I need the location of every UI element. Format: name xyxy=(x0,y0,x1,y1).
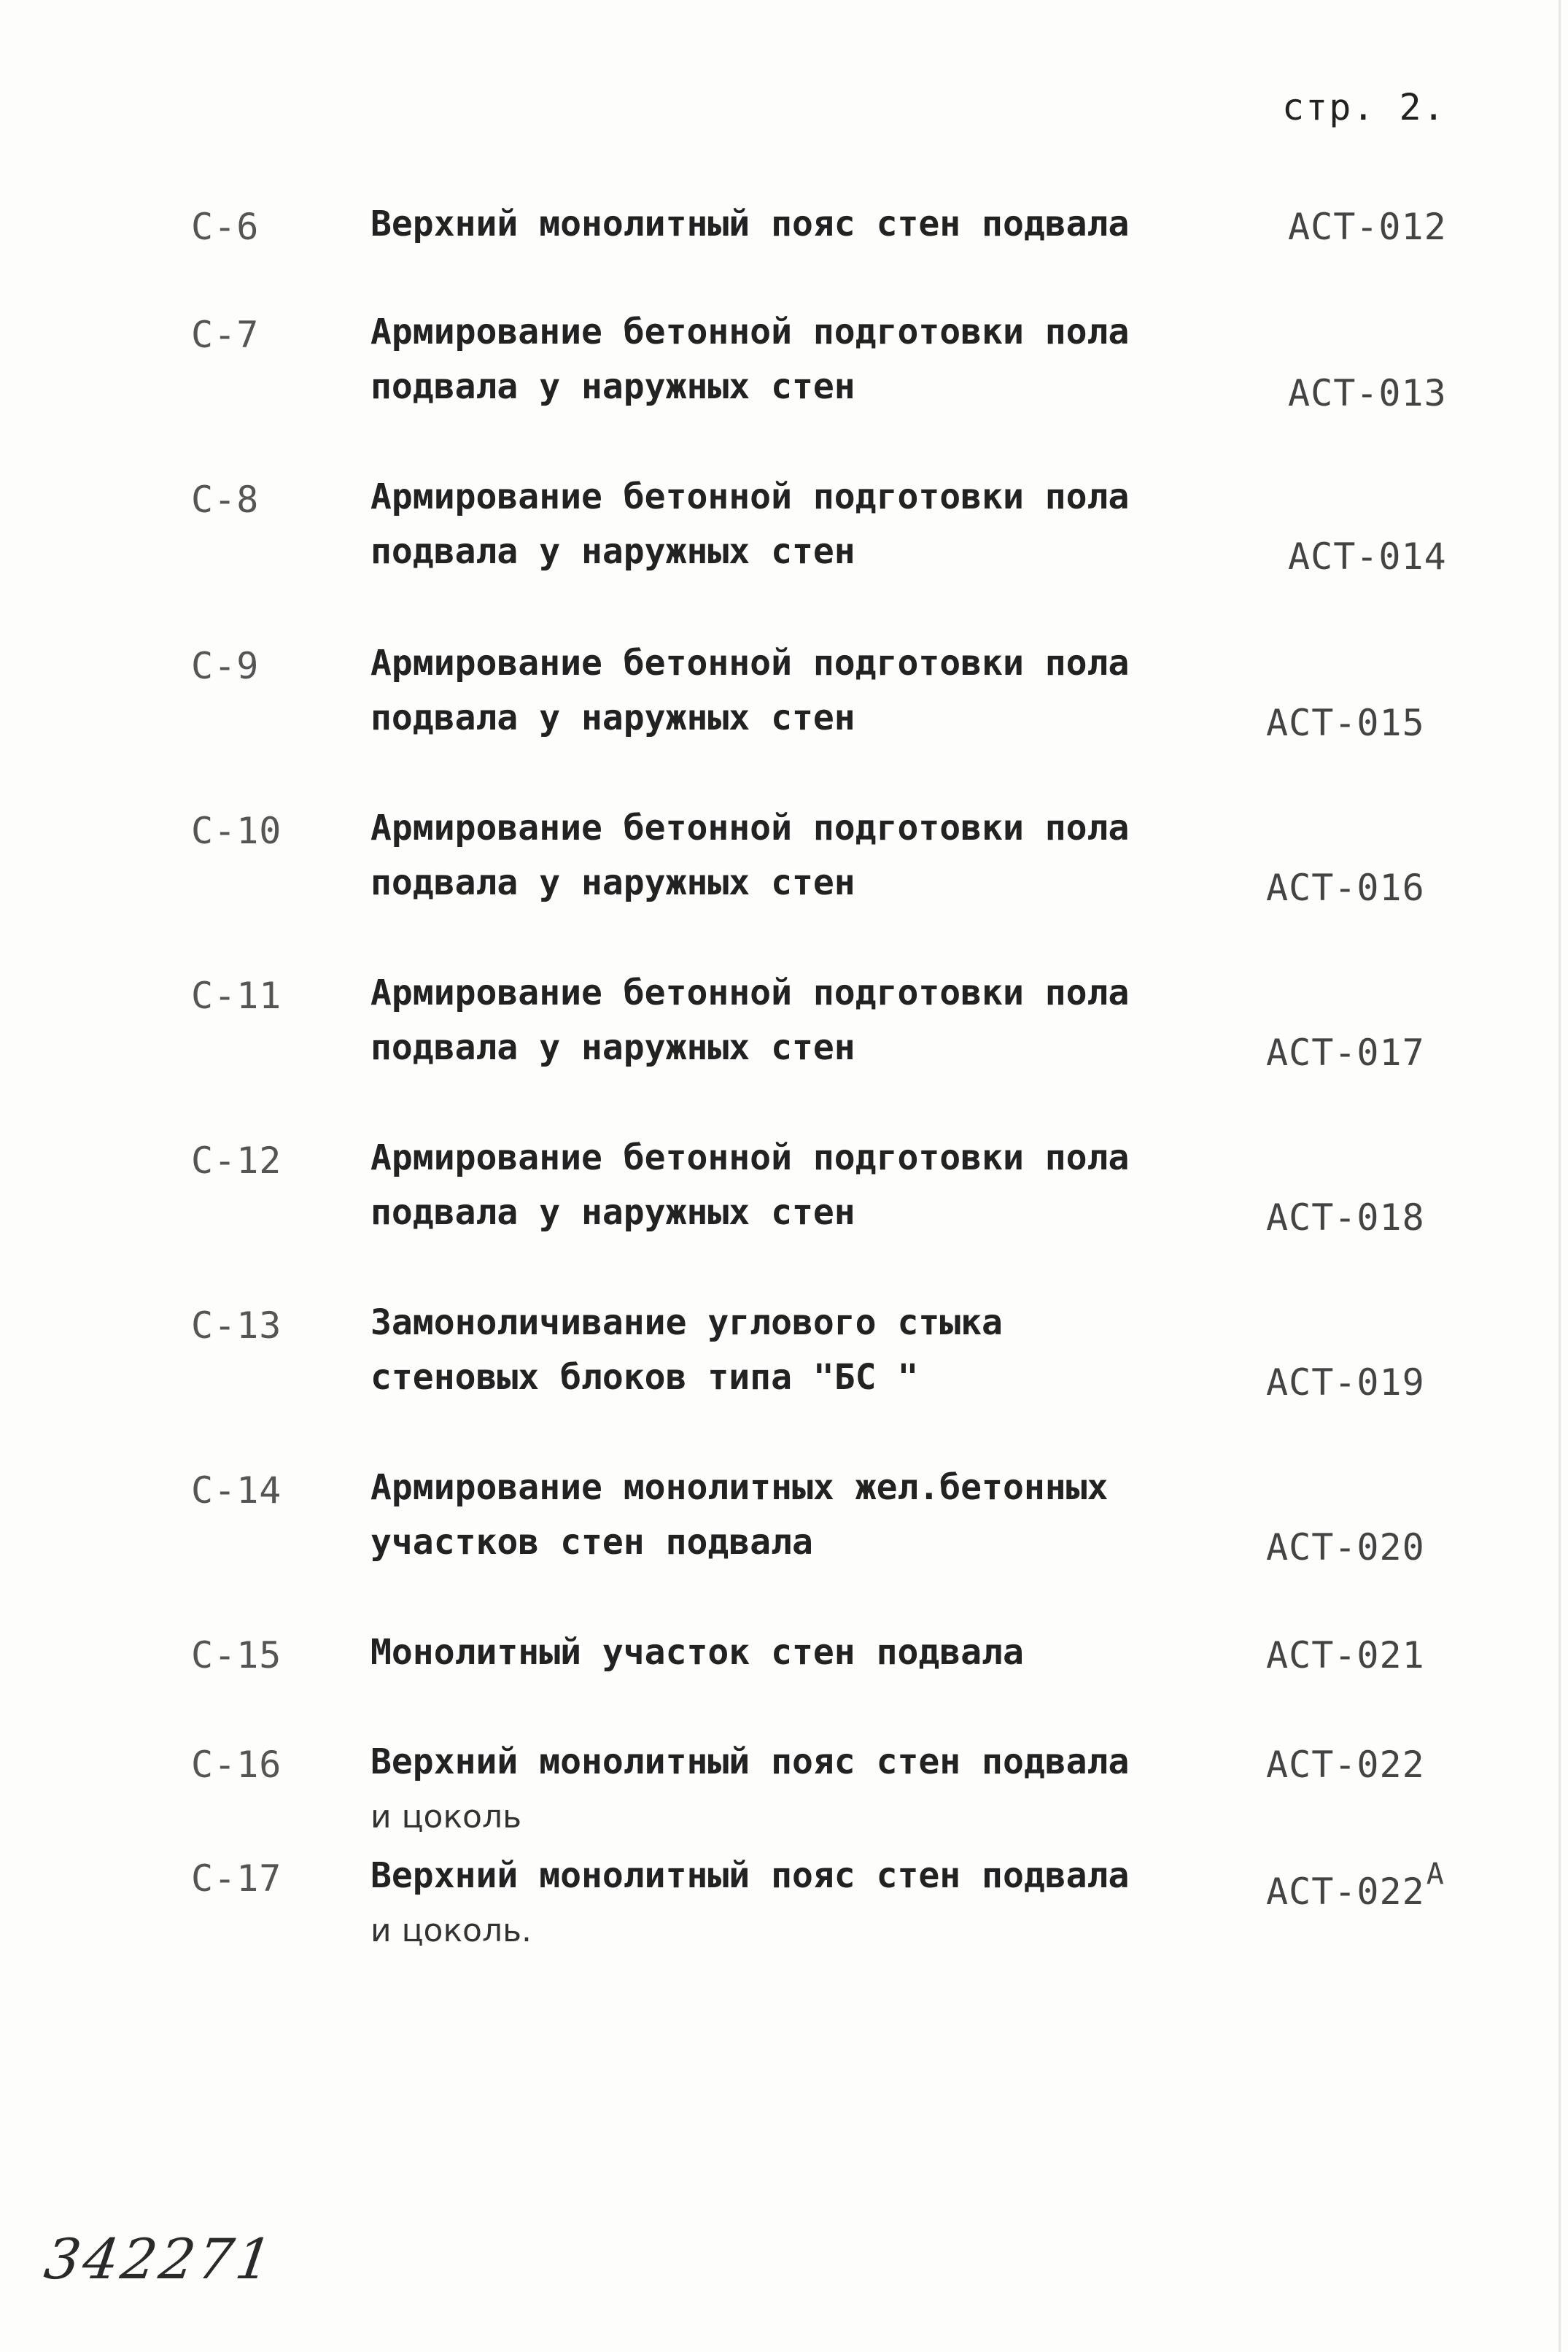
sheet-number-value: АСТ-022 xyxy=(1266,1871,1425,1913)
drawing-title xyxy=(370,470,1216,579)
revision-mark: А xyxy=(1426,1857,1445,1891)
drawing-title xyxy=(370,1735,1216,1844)
drawing-title xyxy=(370,1131,1216,1240)
sheet-number: АСТ-022 xyxy=(1266,1744,1425,1786)
sheet-number: АСТ-020 xyxy=(1266,1526,1425,1568)
drawing-code: С-15 xyxy=(191,1634,282,1676)
drawing-title xyxy=(370,1461,1216,1570)
drawing-code: С-8 xyxy=(191,479,260,521)
sheet-number: АСТ-021 xyxy=(1266,1634,1425,1676)
title-line: Армирование бетонной подготовки пола xyxy=(370,312,1130,352)
title-line: Монолитный участок стен подвала xyxy=(370,1632,1024,1673)
title-line: Замоноличивание углового стыка xyxy=(370,1302,1003,1343)
drawing-title xyxy=(370,1625,1216,1680)
drawing-code: С-16 xyxy=(191,1744,282,1786)
page-number: стр. 2. xyxy=(1282,86,1446,128)
title-line: Армирование монолитных жел.бетонных xyxy=(370,1467,1109,1508)
title-line: подвала у наружных стен xyxy=(370,697,855,738)
scan-edge-line xyxy=(1559,0,1561,2352)
title-line: Верхний монолитный пояс стен подвала xyxy=(370,1855,1130,1896)
drawing-title xyxy=(370,1296,1216,1405)
drawing-code: С-12 xyxy=(191,1140,282,1182)
drawing-code: С-9 xyxy=(191,645,260,687)
sheet-number: АСТ-016 xyxy=(1266,867,1425,909)
title-line: и цоколь. xyxy=(370,1912,532,1949)
title-line: Армирование бетонной подготовки пола xyxy=(370,972,1130,1013)
drawing-code: С-14 xyxy=(191,1469,282,1512)
sheet-number: АСТ-019 xyxy=(1266,1361,1425,1404)
drawing-title xyxy=(370,305,1216,414)
drawing-title xyxy=(370,636,1216,746)
sheet-number xyxy=(1266,1857,1445,1913)
drawing-code: С-13 xyxy=(191,1304,282,1347)
drawing-code: С-7 xyxy=(191,314,260,356)
sheet-number: АСТ-014 xyxy=(1288,535,1447,578)
title-line: стеновых блоков типа "БС " xyxy=(370,1357,919,1398)
drawing-title xyxy=(370,197,1216,252)
title-line: подвала у наружных стен xyxy=(370,862,855,903)
drawing-code: С-17 xyxy=(191,1857,282,1900)
sheet-number: АСТ-015 xyxy=(1266,702,1425,744)
title-line: и цоколь xyxy=(370,1798,522,1835)
title-line: подвала у наружных стен xyxy=(370,1192,855,1233)
drawing-title xyxy=(370,966,1216,1075)
drawing-code: С-10 xyxy=(191,810,282,852)
drawing-code: С-6 xyxy=(191,206,260,248)
drawing-code: С-11 xyxy=(191,975,282,1017)
title-line: Верхний монолитный пояс стен подвала xyxy=(370,204,1130,244)
title-line: Армирование бетонной подготовки пола xyxy=(370,643,1130,684)
sheet-number: АСТ-013 xyxy=(1288,372,1447,414)
sheet-number: АСТ-012 xyxy=(1288,206,1447,248)
title-line: участков стен подвала xyxy=(370,1522,813,1563)
title-line: подвала у наружных стен xyxy=(370,1027,855,1068)
sheet-number: АСТ-018 xyxy=(1266,1196,1425,1239)
sheet-number: АСТ-017 xyxy=(1266,1032,1425,1074)
drawing-title xyxy=(370,801,1216,910)
title-line: подвала у наружных стен xyxy=(370,366,855,407)
title-line: Армирование бетонной подготовки пола xyxy=(370,808,1130,848)
title-line: Армирование бетонной подготовки пола xyxy=(370,476,1130,517)
title-line: Верхний монолитный пояс стен подвала xyxy=(370,1741,1130,1782)
handwritten-archive-number: 342271 xyxy=(40,2227,279,2291)
title-line: Армирование бетонной подготовки пола xyxy=(370,1137,1130,1178)
drawing-title xyxy=(370,1849,1216,1958)
title-line: подвала у наружных стен xyxy=(370,531,855,572)
